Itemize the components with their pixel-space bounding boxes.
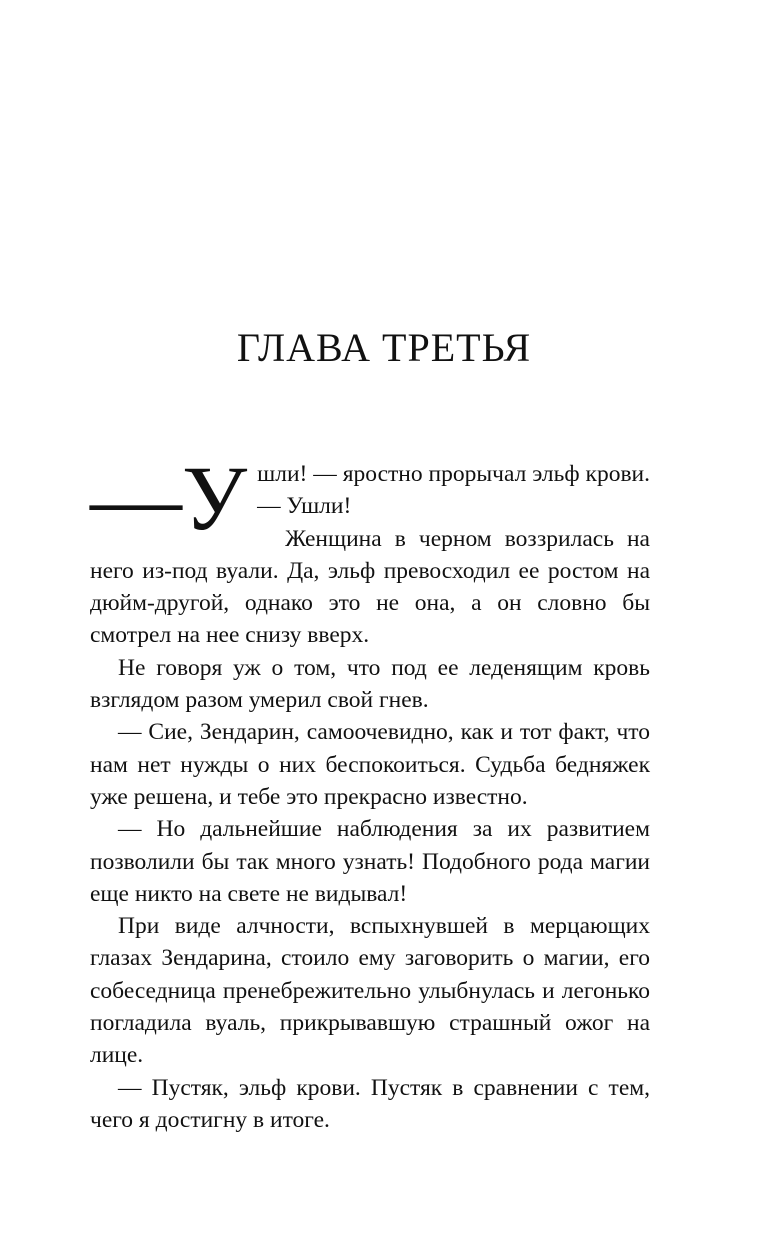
paragraph-2: Женщина в черном воззрилась на него из-под вуали. Да, эльф превосходил ее ростом на дюйм-другой, однако это не она, а он словно бы смотрел на нее снизу вверх. (90, 525, 650, 649)
paragraph-1-text: шли! — яростно прорычал эльф крови. — Ушли! (257, 461, 650, 520)
paragraph-4: — Сие, Зендарин, самоочевидно, как и тот факт, что нам нет нужды о них беспокоиться. Судьба бедняжек уже решена, и тебе это прекрасно известно. (90, 719, 650, 810)
paragraph-3: Не говоря уж о том, что под ее леденящим кровь взглядом разом умерил свой гнев. (90, 654, 650, 714)
paragraph-6: При виде алчности, вспыхнувшей в мерцающих глазах Зендарина, стоило ему заговорить о магии, его собеседница пренебрежительно улыбнулась и легонько погладила вуаль, прикрывавшую страшный ожог на лице. (90, 913, 650, 1069)
paragraph-7: — Пустяк, эльф крови. Пустяк в сравнении с тем, чего я достигну в итоге. (90, 1074, 650, 1133)
paragraph-5: — Но дальнейшие наблюдения за их развитием позволили бы так много узнать! Подобного рода магии еще никто на свете не видывал! (90, 816, 650, 907)
chapter-body (90, 447, 650, 1136)
drop-cap-letter: У (182, 447, 248, 549)
drop-cap-dash: — (90, 447, 182, 549)
paragraph-1 (90, 447, 650, 549)
chapter-title: ГЛАВА ТРЕТЬЯ (236, 325, 532, 370)
drop-cap (90, 447, 248, 549)
